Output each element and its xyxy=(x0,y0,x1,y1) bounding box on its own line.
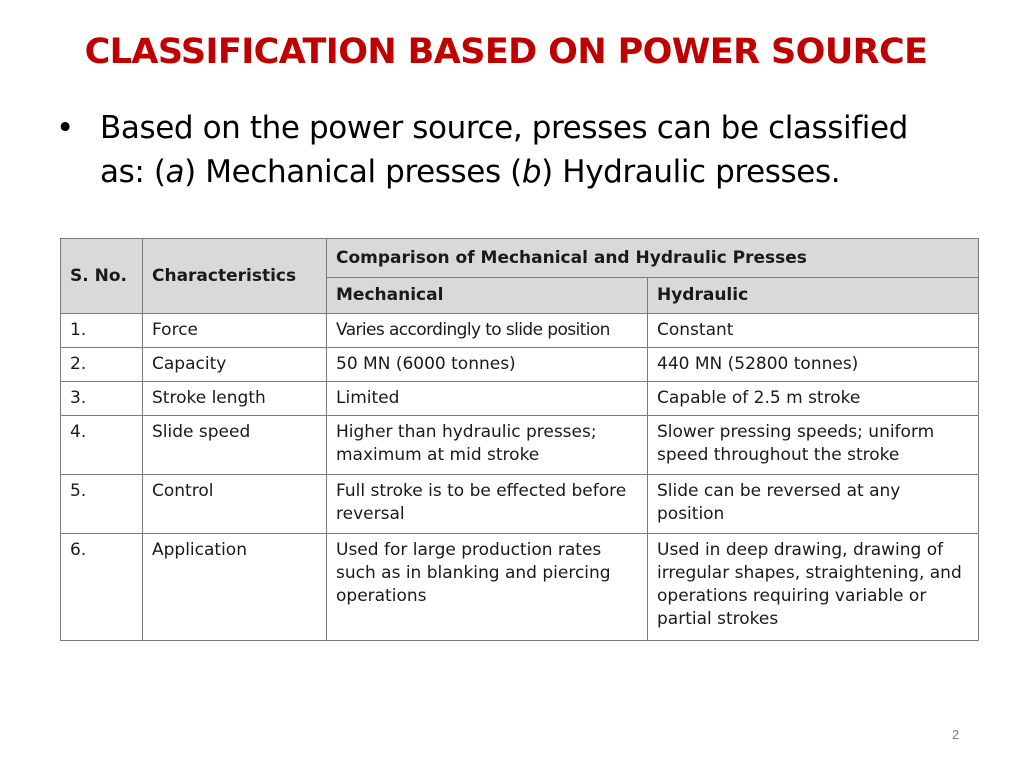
comparison-table xyxy=(60,238,979,641)
cell-hydraulic: Constant xyxy=(648,314,979,348)
cell-sno: 2. xyxy=(61,348,143,382)
bullet-italic-a: a xyxy=(165,154,185,190)
header-hydraulic: Hydraulic xyxy=(648,278,979,314)
cell-characteristic: Force xyxy=(143,314,327,348)
bullet-line-1: Based on the power source, presses can be classified xyxy=(100,110,908,146)
bullet-line-2-prefix: as: ( xyxy=(100,154,166,190)
cell-characteristic: Slide speed xyxy=(143,416,327,475)
bullet-line-2-suffix: ) Hydraulic presses. xyxy=(541,154,841,190)
cell-characteristic: Stroke length xyxy=(143,382,327,416)
header-sno: S. No. xyxy=(61,239,143,314)
cell-mechanical: Limited xyxy=(327,382,648,416)
bullet-line-2 xyxy=(100,150,980,194)
table-row xyxy=(61,348,979,382)
cell-sno: 1. xyxy=(61,314,143,348)
cell-characteristic: Application xyxy=(143,534,327,641)
cell-characteristic: Capacity xyxy=(143,348,327,382)
cell-mechanical: Higher than hydraulic presses; maximum at mid stroke xyxy=(327,416,648,475)
table-row xyxy=(61,475,979,534)
cell-sno: 3. xyxy=(61,382,143,416)
cell-sno: 4. xyxy=(61,416,143,475)
cell-mechanical: 50 MN (6000 tonnes) xyxy=(327,348,648,382)
bullet-italic-b: b xyxy=(521,154,542,190)
bullet-symbol: • xyxy=(56,110,75,146)
cell-mechanical: Used for large production rates such as in blanking and piercing operations xyxy=(327,534,648,641)
cell-hydraulic: 440 MN (52800 tonnes) xyxy=(648,348,979,382)
bullet-line-2-mid: ) Mechanical presses ( xyxy=(184,154,522,190)
table-row xyxy=(61,314,979,348)
cell-sno: 6. xyxy=(61,534,143,641)
header-characteristics: Characteristics xyxy=(143,239,327,314)
cell-mechanical: Varies accordingly to slide position xyxy=(327,314,648,348)
header-comparison: Comparison of Mechanical and Hydraulic Presses xyxy=(327,239,979,278)
cell-hydraulic: Capable of 2.5 m stroke xyxy=(648,382,979,416)
slide-title: CLASSIFICATION BASED ON POWER SOURCE xyxy=(84,32,928,72)
bullet-text xyxy=(100,106,980,194)
cell-hydraulic: Used in deep drawing, drawing of irregular shapes, straightening, and operations requiring variable or partial strokes xyxy=(648,534,979,641)
cell-hydraulic: Slower pressing speeds; uniform speed throughout the stroke xyxy=(648,416,979,475)
cell-characteristic: Control xyxy=(143,475,327,534)
header-mechanical: Mechanical xyxy=(327,278,648,314)
page-number: 2 xyxy=(952,727,960,742)
cell-sno: 5. xyxy=(61,475,143,534)
cell-mechanical: Full stroke is to be effected before reversal xyxy=(327,475,648,534)
table-row xyxy=(61,416,979,475)
table-row xyxy=(61,534,979,641)
cell-hydraulic: Slide can be reversed at any position xyxy=(648,475,979,534)
table-row xyxy=(61,382,979,416)
